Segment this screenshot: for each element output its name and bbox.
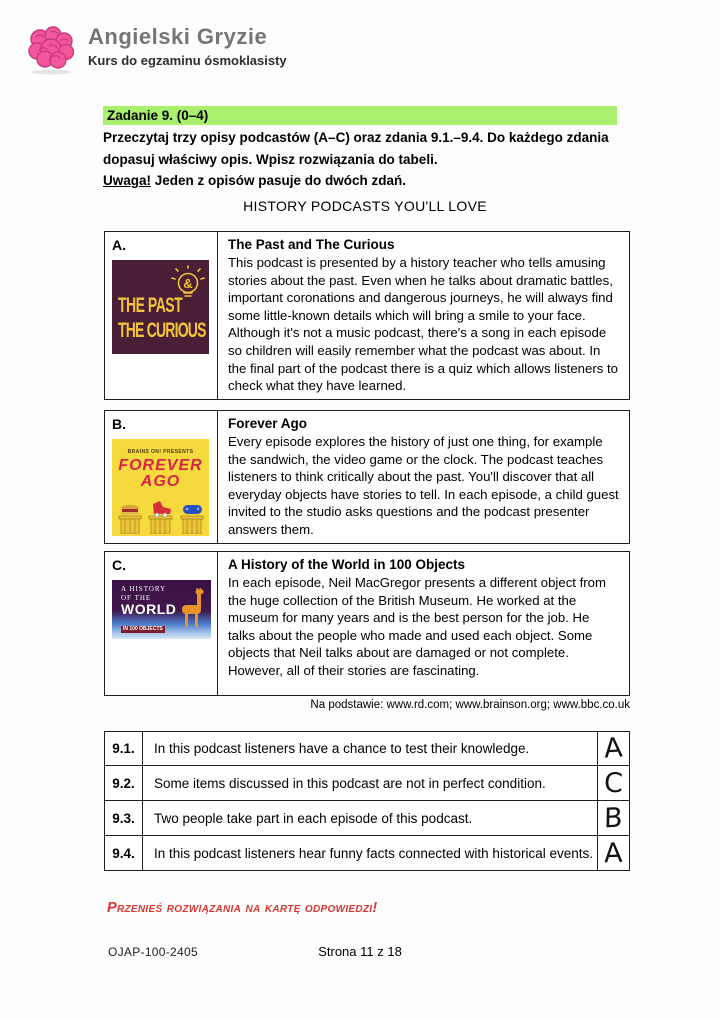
question-number: 9.3. (105, 801, 143, 835)
podcast-a-artwork (112, 260, 209, 354)
task-header: Zadanie 9. (0–4) (103, 106, 617, 125)
question-text: In this podcast listeners hear funny facts connected with historical events. (154, 845, 593, 861)
podcast-c-artwork (112, 580, 211, 639)
exam-form-code: OJAP-100-2405 (108, 945, 198, 959)
question-number: 9.2. (105, 766, 143, 800)
table-row (104, 731, 630, 766)
pedestals-illustration (115, 496, 206, 534)
note-text: Jeden z opisów pasuje do dwóch zdań. (151, 173, 407, 188)
table-row (104, 801, 630, 836)
answer-cell[interactable] (597, 801, 629, 835)
handwritten-answer: B (603, 801, 624, 835)
podcast-a-title: The Past and The Curious (228, 237, 395, 252)
artwork-b-title1: FOREVER (118, 457, 203, 474)
answers-table (104, 731, 630, 871)
artwork-c-line1: A HISTORY (121, 585, 167, 593)
handwritten-answer: A (603, 732, 624, 765)
transfer-answers-note: Przenieś rozwiązania na kartę odpowiedzi! (107, 900, 378, 916)
artwork-a-line1: THE PAST (118, 292, 183, 317)
instructions-text: Przeczytaj trzy opisy podcastów (A–C) oraz zdania 9.1.–9.4. Do każdego zdania dopasuj właściwy opis. Wpisz rozwiązania do tabeli. (103, 130, 609, 167)
handwritten-answer: C (603, 767, 624, 799)
brand-title: Angielski Gryzie (88, 24, 268, 49)
podcast-b-description: Every episode explores the history of just one thing, for example the sandwich, the video game or the clock. The podcast teaches listeners to think critically about the past. You'll discover that all everyday objects have stories to tell. In each episode, a child guest invited to the studio asks questions and the podcast presenter answers them. (228, 434, 619, 537)
podcast-box-c (104, 551, 630, 696)
reading-title: HISTORY PODCASTS YOU'LL LOVE (243, 198, 487, 214)
podcast-b-title: Forever Ago (228, 416, 308, 431)
task-instructions (103, 127, 625, 192)
artwork-b-title2: AGO (140, 473, 181, 490)
answer-cell[interactable] (597, 836, 629, 870)
podcast-c-title: A History of the World in 100 Objects (228, 557, 466, 572)
brand-subtitle: Kurs do egzaminu ósmoklasisty (88, 53, 287, 68)
podcast-a-label: A. (112, 237, 126, 253)
artwork-a-line2: THE CURIOUS (118, 317, 206, 342)
question-number: 9.1. (105, 732, 143, 765)
question-number: 9.4. (105, 836, 143, 870)
artwork-b-presents: BRAINS ON! PRESENTS (127, 449, 194, 455)
podcast-box-a (104, 231, 630, 400)
question-text: In this podcast listeners have a chance to test their knowledge. (154, 741, 530, 756)
lightbulb-icon (170, 265, 206, 307)
table-row (104, 836, 630, 871)
note-label: Uwaga! (103, 173, 152, 188)
question-text: Some items discussed in this podcast are not in perfect condition. (154, 775, 546, 791)
llama-figurine-illustration (180, 588, 206, 630)
podcast-box-b (104, 410, 630, 544)
table-row (104, 766, 630, 801)
question-text: Two people take part in each episode of this podcast. (154, 810, 473, 826)
answer-cell[interactable] (597, 766, 629, 800)
answer-cell[interactable] (597, 732, 629, 765)
podcast-b-label: B. (112, 416, 126, 432)
artwork-c-line3: WORLD (121, 601, 177, 617)
podcast-b-artwork (112, 439, 209, 536)
artwork-c-line2: OF THE (121, 593, 152, 602)
podcast-c-description: In each episode, Neil MacGregor presents a different object from the huge collection of the British Museum. He worked at the museum for many years and is the best person for the job. He talks about the people who made and used each object. Some objects that Neil talks about are damaged or not complete. However, all of their stories are fascinating. (228, 575, 606, 678)
page-number: Strona 11 z 18 (318, 944, 402, 959)
podcast-a-description: This podcast is presented by a history teacher who tells amusing stories about the past. Even when he talks about dramatic battles, important coronations and dangerous journeys, he will always find some little-known details which will bring a smile to your face. Although it's not a music podcast, there's a song in each episode so children will easily remember what the podcast was about. In the final part of the podcast there is a quiz which allows listeners to check what they have learned. (228, 255, 618, 394)
svg-text:&: & (183, 276, 193, 291)
brand-header (24, 24, 287, 81)
brain-logo-icon (24, 24, 80, 81)
handwritten-answer: A (603, 837, 624, 869)
source-attribution: Na podstawie: www.rd.com; www.brainson.org; www.bbc.co.uk (310, 699, 630, 711)
podcast-c-label: C. (112, 557, 126, 573)
artwork-c-line4: IN 100 OBJECTS (123, 626, 163, 632)
